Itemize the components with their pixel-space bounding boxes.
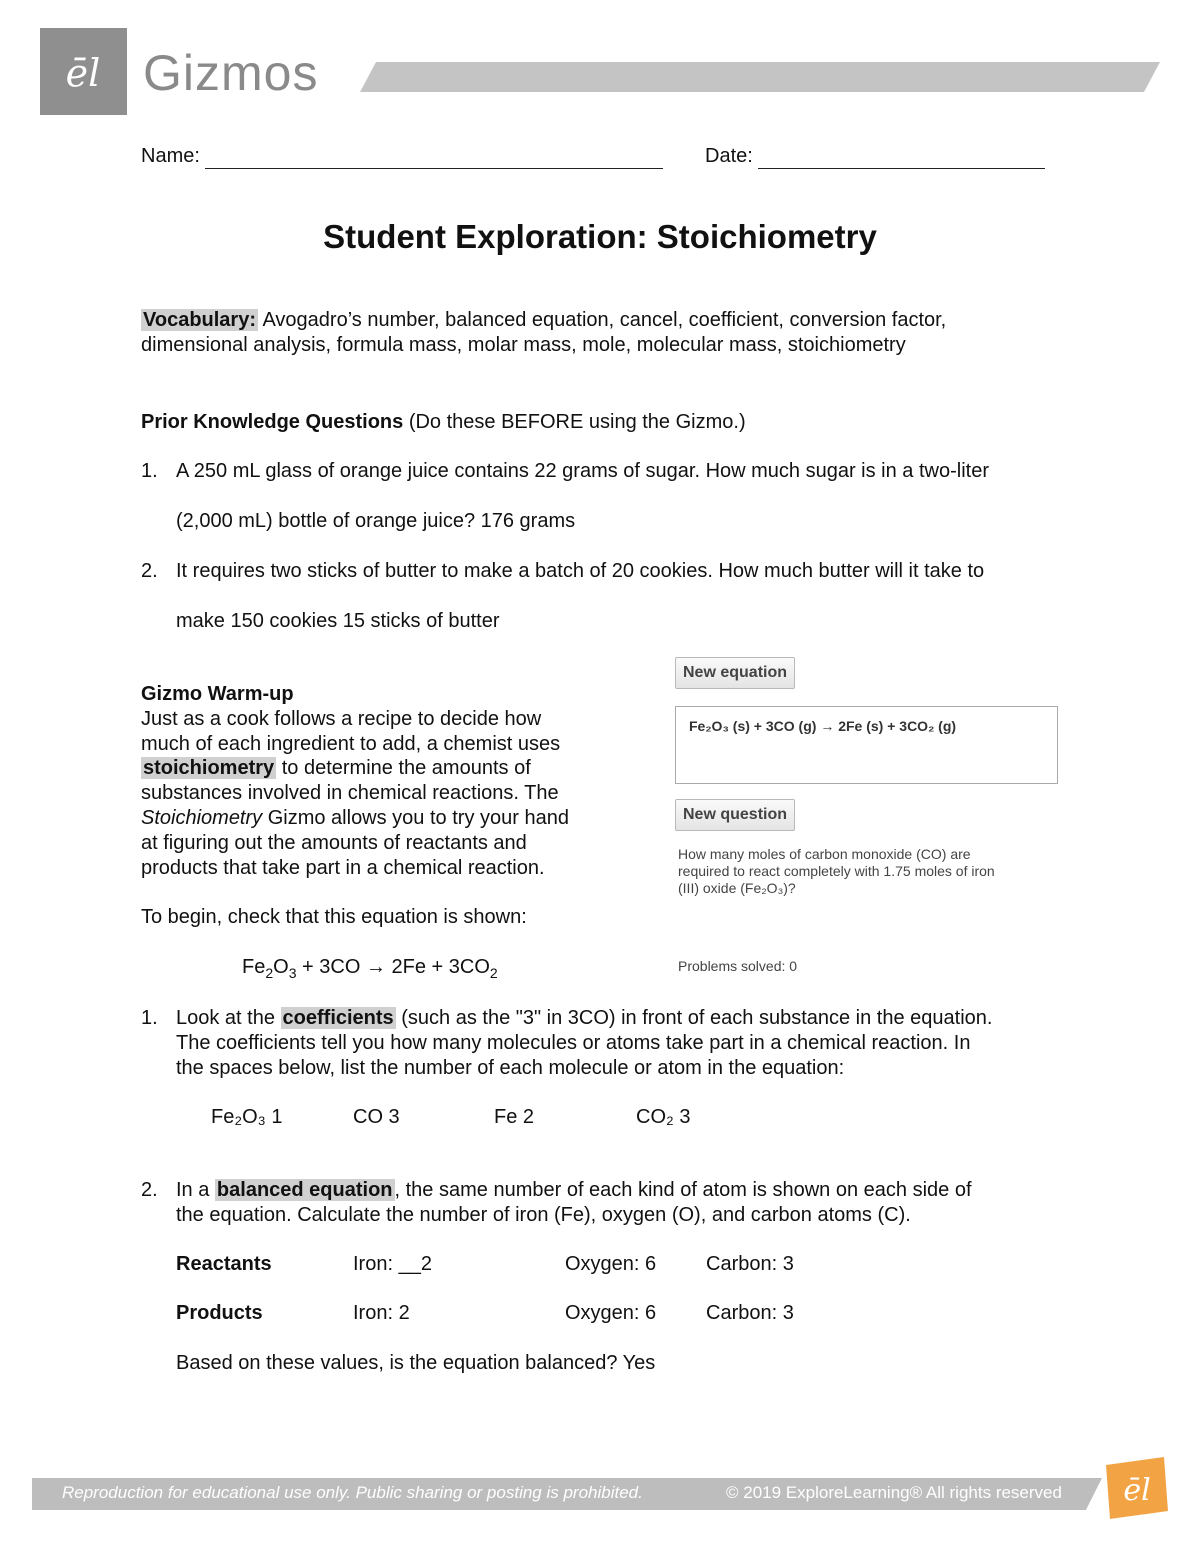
svg-text:ēl: ēl bbox=[65, 51, 101, 95]
activity-q2 bbox=[176, 1178, 1076, 1228]
date-label: Date: bbox=[705, 145, 753, 167]
q1-pre: Look at the bbox=[176, 1007, 281, 1029]
vocabulary-text-2: dimensional analysis, formula mass, molar mass, mole, molecular mass, stoichiometry bbox=[141, 334, 906, 356]
gizmo-equation: Fe₂O₃ (s) + 3CO (g) → 2Fe (s) + 3CO₂ (g) bbox=[689, 718, 957, 734]
products-carbon: Carbon: 3 bbox=[706, 1302, 794, 1324]
new-equation-button[interactable]: New equation bbox=[675, 657, 795, 689]
name-field bbox=[141, 144, 663, 169]
eq-o: O bbox=[273, 956, 289, 978]
warmup-line-2: much of each ingredient to add, a chemist uses bbox=[141, 732, 561, 755]
vocabulary bbox=[141, 308, 1081, 358]
gizmo-question bbox=[678, 846, 1028, 897]
eq-fe: Fe bbox=[242, 956, 266, 978]
warmup-line-1: Just as a cook follows a recipe to decide how bbox=[141, 707, 542, 730]
gizmos-logo bbox=[40, 28, 127, 115]
activity-q1-number: 1. bbox=[141, 1007, 158, 1029]
count-co: CO 3 bbox=[353, 1106, 400, 1128]
prior-knowledge-heading bbox=[141, 410, 746, 435]
svg-text:ēl: ēl bbox=[1123, 1473, 1151, 1508]
q2-post: , the same number of each kind of atom is shown on each side of bbox=[394, 1179, 972, 1201]
prior-q1-line1: A 250 mL glass of orange juice contains 22 grams of sugar. How much sugar is in a two-liter bbox=[176, 460, 989, 482]
q2-pre: In a bbox=[176, 1179, 215, 1201]
warmup-line-7: products that take part in a chemical reaction. bbox=[141, 856, 545, 879]
el-logo-icon bbox=[40, 28, 127, 115]
prior-q2-line1: It requires two sticks of butter to make a batch of 20 cookies. How much butter will it take to bbox=[176, 560, 985, 582]
eq-sub-2: 2 bbox=[265, 965, 274, 981]
main-equation bbox=[242, 955, 498, 986]
reactants-carbon: Carbon: 3 bbox=[706, 1253, 794, 1275]
new-question-button[interactable]: New question bbox=[675, 799, 795, 831]
count-co2: CO₂ 3 bbox=[636, 1106, 691, 1128]
coefficients-term: coefficients bbox=[282, 1007, 394, 1029]
prior-q1-number: 1. bbox=[141, 460, 158, 482]
gizmo-name: Stoichiometry bbox=[141, 806, 263, 829]
prior-heading: Prior Knowledge Questions bbox=[141, 411, 404, 433]
name-line[interactable] bbox=[205, 148, 663, 169]
gizmo-question-line-3: (III) oxide (Fe₂O₃)? bbox=[678, 880, 796, 896]
products-iron: Iron: 2 bbox=[353, 1302, 410, 1324]
balanced-equation-term: balanced equation bbox=[216, 1179, 393, 1201]
activity-q1 bbox=[176, 1006, 1076, 1081]
gizmo-question-line-1: How many moles of carbon monoxide (CO) are bbox=[678, 846, 971, 862]
warmup-heading: Gizmo Warm-up bbox=[141, 683, 294, 705]
eq-mid: + 3CO → 2Fe + 3CO bbox=[296, 956, 490, 978]
warmup-section bbox=[141, 682, 621, 880]
reactants-oxygen: Oxygen: 6 bbox=[565, 1253, 657, 1275]
activity-q2-number: 2. bbox=[141, 1179, 158, 1201]
count-fe: Fe 2 bbox=[494, 1106, 535, 1128]
name-label: Name: bbox=[141, 145, 200, 167]
warmup-line-5: Gizmo allows you to try your hand bbox=[262, 806, 569, 829]
activity-q1-line2: The coefficients tell you how many molecules or atoms take part in a chemical reaction. In bbox=[176, 1032, 971, 1054]
eq-sub-3: 3 bbox=[288, 965, 297, 981]
page-title: Student Exploration: Stoichiometry bbox=[323, 218, 877, 255]
warmup-line-6: at figuring out the amounts of reactants and bbox=[141, 831, 527, 854]
begin-instruction: To begin, check that this equation is shown: bbox=[141, 906, 527, 928]
vocabulary-text-1: Avogadro’s number, balanced equation, cancel, coefficient, conversion factor, bbox=[258, 309, 947, 331]
activity-q1-line3: the spaces below, list the number of each molecule or atom in the equation: bbox=[176, 1057, 845, 1079]
stoichiometry-term: stoichiometry bbox=[143, 757, 275, 780]
gizmo-question-line-2: required to react completely with 1.75 moles of iron bbox=[678, 863, 995, 879]
vocabulary-label: Vocabulary: bbox=[143, 309, 256, 331]
explorelearning-logo-icon bbox=[1098, 1455, 1170, 1521]
activity-q2-line2: the equation. Calculate the number of iron (Fe), oxygen (O), and carbon atoms (C). bbox=[176, 1204, 911, 1226]
prior-q1-line2: (2,000 mL) bottle of orange juice? 176 grams bbox=[176, 510, 576, 532]
header-bar bbox=[360, 62, 1160, 92]
problems-solved: Problems solved: 0 bbox=[678, 958, 798, 974]
date-field bbox=[705, 144, 1045, 169]
warmup-line-3: to determine the amounts of bbox=[276, 757, 531, 780]
warmup-line-4: substances involved in chemical reactions. The bbox=[141, 782, 559, 805]
prior-q2-number: 2. bbox=[141, 560, 158, 582]
footer-disclaimer: Reproduction for educational use only. Public sharing or posting is prohibited. bbox=[62, 1483, 643, 1502]
products-oxygen: Oxygen: 6 bbox=[565, 1302, 657, 1324]
count-fe2o3: Fe₂O₃ 1 bbox=[211, 1106, 283, 1128]
reactants-label bbox=[176, 1252, 272, 1277]
eq-end-sub: 2 bbox=[489, 965, 498, 981]
products-label-text: Products bbox=[176, 1302, 263, 1324]
balanced-question: Based on these values, is the equation balanced? Yes bbox=[176, 1352, 656, 1374]
reactants-iron: Iron: __2 bbox=[353, 1253, 432, 1275]
reactants-label-text: Reactants bbox=[176, 1253, 272, 1275]
products-label bbox=[176, 1301, 263, 1326]
brand-name: Gizmos bbox=[143, 45, 319, 101]
q1-post: (such as the "3" in 3CO) in front of each substance in the equation. bbox=[395, 1007, 993, 1029]
footer-copyright: © 2019 ExploreLearning® All rights reserved bbox=[726, 1483, 1062, 1502]
date-line[interactable] bbox=[758, 148, 1045, 169]
prior-q2-line2: make 150 cookies 15 sticks of butter bbox=[176, 610, 500, 632]
prior-note: (Do these BEFORE using the Gizmo.) bbox=[403, 411, 746, 433]
